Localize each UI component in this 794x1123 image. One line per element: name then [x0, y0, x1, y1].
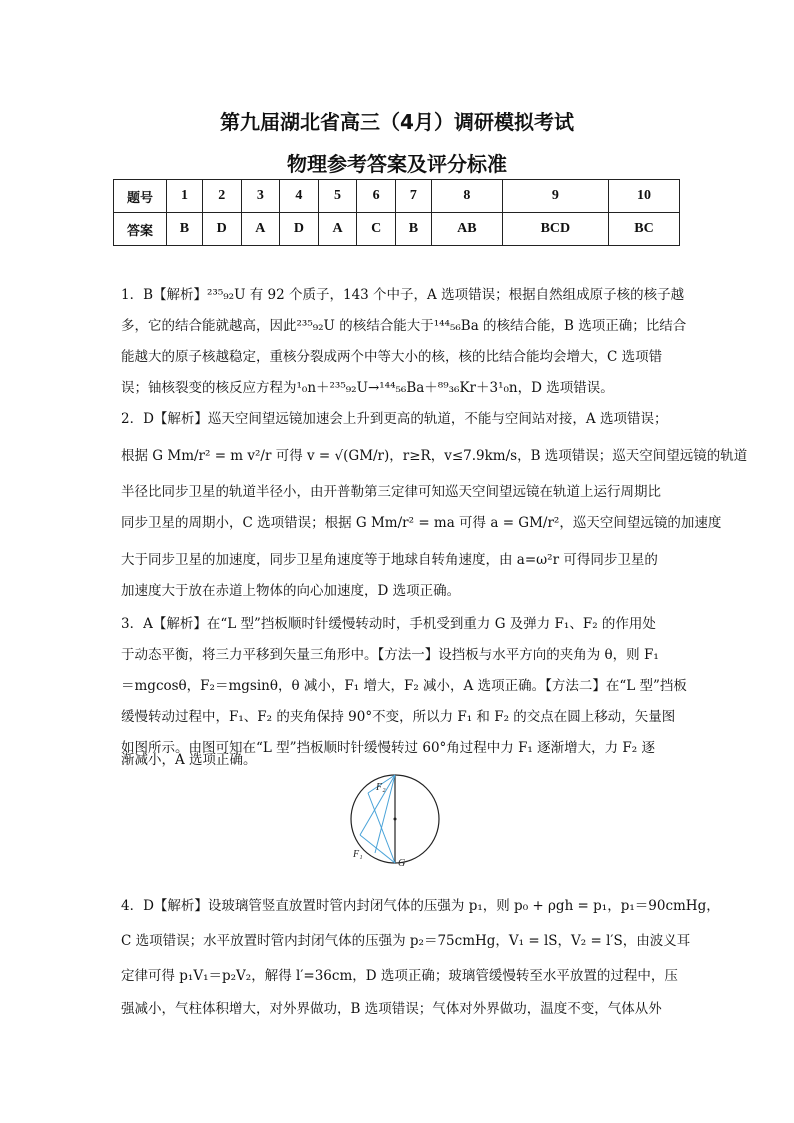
label-f2: F₂ [376, 782, 386, 793]
table-row-answers [114, 213, 680, 246]
q1-line: 能越大的原子核越稳定，重核分裂成两个中等大小的核，核的比结合能均会增大，C 选项错 [121, 349, 663, 365]
q1-line: 多，它的结合能就越高，因此²³⁵₉₂U 的核结合能大于¹⁴⁴₅₆Ba 的核结合能，B 选项正确；比结合 [121, 318, 687, 334]
table-cell: B [395, 213, 431, 246]
q2-line: 半径比同步卫星的轨道半径小，由开普勒第三定律可知巡天空间望远镜在轨道上运行周期比 [121, 484, 661, 500]
table-cell: 4 [280, 180, 319, 213]
label-f1: F₁ [353, 849, 363, 860]
q3-line: 缓慢转动过程中，F₁、F₂ 的夹角保持 90°不变，所以力 F₁ 和 F₂ 的交点在圆上移动，矢量图 [121, 709, 676, 725]
q2-line: 根据 G Mm/r² = m v²/r 可得 v = √(GM/r)，r≥R，v≤7.9km/s，B 选项错误；巡天空间望远镜的轨道 [121, 448, 748, 464]
q3-line: 于动态平衡，将三力平移到矢量三角形中。【方法一】设挡板与水平方向的夹角为 θ，则 F₁ [121, 647, 659, 663]
table-cell: 7 [395, 180, 431, 213]
q1-line: 误；铀核裂变的核反应方程为¹₀n＋²³⁵₉₂U→¹⁴⁴₅₆Ba＋⁸⁹₃₆Kr＋3¹₀n，D 选项错误。 [121, 380, 614, 396]
table-cell: B [167, 213, 203, 246]
q2-line: 2．D【解析】巡天空间望远镜加速会上升到更高的轨道，不能与空间站对接，A 选项错误； [121, 411, 668, 427]
force-vector-figure [345, 773, 445, 869]
table-header-answer: 答案 [114, 213, 167, 246]
table-cell: C [357, 213, 396, 246]
q4-line: 强减小，气柱体积增大，对外界做功，B 选项错误；气体对外界做功，温度不变，气体从外 [121, 1001, 662, 1017]
table-cell: A [318, 213, 357, 246]
q3-line: ＝mgcosθ，F₂＝mgsinθ，θ 减小，F₁ 增大，F₂ 减小，A 选项正确。【方法二】在“L 型”挡板 [121, 678, 687, 694]
q4-line: C 选项错误；水平放置时管内封闭气体的压强为 p₂＝75cmHg，V₁ = lS，V₂ = l′S，由波义耳 [121, 933, 691, 949]
q2-line: 大于同步卫星的加速度，同步卫星角速度等于地球自转角速度，由 a=ω²r 可得同步卫星的 [121, 552, 658, 568]
table-header-number: 题号 [114, 180, 167, 213]
table-cell: 2 [202, 180, 241, 213]
answer-table [113, 179, 680, 246]
page-subtitle: 物理参考答案及评分标准 [287, 152, 507, 176]
q2-line: 加速度大于放在赤道上物体的向心加速度，D 选项正确。 [121, 583, 461, 599]
table-cell: 3 [241, 180, 280, 213]
table-cell: 1 [167, 180, 203, 213]
table-cell: BC [608, 213, 679, 246]
table-cell: 5 [318, 180, 357, 213]
table-cell: D [280, 213, 319, 246]
table-cell: 8 [431, 180, 502, 213]
q2-line: 同步卫星的周期小，C 选项错误；根据 G Mm/r² = ma 可得 a = GM/r²，巡天空间望远镜的加速度 [121, 515, 722, 531]
table-cell: 10 [608, 180, 679, 213]
label-g: G [398, 858, 406, 869]
q1-line: 1．B【解析】²³⁵₉₂U 有 92 个质子，143 个中子，A 选项错误；根据自然组成原子核的核子越 [121, 287, 685, 303]
q3-line: 渐减小，A 选项正确。 [121, 752, 257, 768]
q3-line: 如图所示。由图可知在“L 型”挡板顺时针缓慢转过 60°角过程中力 F₁ 逐渐增大，力 F₂ 逐 [121, 740, 656, 756]
figure-center-dot [394, 818, 397, 821]
table-cell: AB [431, 213, 502, 246]
table-cell: 6 [357, 180, 396, 213]
table-cell: A [241, 213, 280, 246]
q3-line: 3．A【解析】在“L 型”挡板顺时针缓慢转动时，手机受到重力 G 及弹力 F₁、F₂ 的作用处 [121, 616, 656, 632]
table-cell: D [202, 213, 241, 246]
q4-line: 定律可得 p₁V₁＝p₂V₂，解得 l′=36cm，D 选项正确；玻璃管缓慢转至水平放置的过程中，压 [121, 968, 678, 984]
table-cell: 9 [502, 180, 608, 213]
q4-line: 4．D【解析】设玻璃管竖直放置时管内封闭气体的压强为 p₁，则 p₀ + ρgh = p₁，p₁＝90cmHg， [121, 898, 720, 914]
table-row-numbers [114, 180, 680, 213]
page-title: 第九届湖北省高三（4月）调研模拟考试 [220, 110, 574, 134]
table-cell: BCD [502, 213, 608, 246]
